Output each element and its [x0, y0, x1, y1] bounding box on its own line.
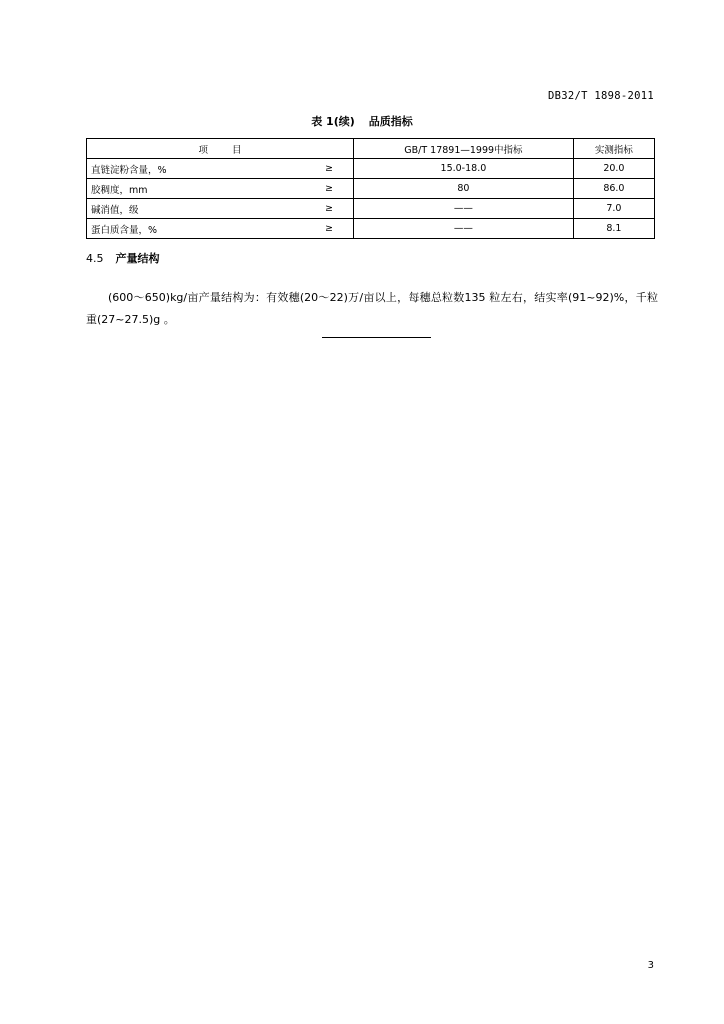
header-item — [87, 139, 354, 159]
table-caption — [0, 113, 724, 129]
table-row — [87, 199, 655, 219]
section-heading — [86, 250, 160, 266]
row-item: 胶稠度，mm — [87, 179, 306, 199]
row-ge-symbol: ≥ — [305, 159, 354, 179]
row-standard: —— — [354, 199, 574, 219]
row-measured: 86.0 — [573, 179, 654, 199]
section-body: (600～650)kg/亩产量结构为：有效穗(20～22)万/亩以上，每穗总粒数135 粒左右，结实率(91~92)%，千粒重(27~27.5)g 。 — [86, 291, 658, 326]
header-item-b: 目 — [232, 144, 242, 156]
row-item: 直链淀粉含量，% — [87, 159, 306, 179]
section-number: 4.5 — [86, 252, 104, 265]
row-standard: 15.0-18.0 — [354, 159, 574, 179]
row-ge-symbol: ≥ — [305, 219, 354, 239]
header-standard: GB/T 17891—1999中指标 — [354, 139, 574, 159]
quality-table — [86, 138, 655, 239]
row-ge-symbol: ≥ — [305, 179, 354, 199]
row-item: 碱消值，级 — [87, 199, 306, 219]
row-standard: —— — [354, 219, 574, 239]
row-measured: 20.0 — [573, 159, 654, 179]
table-caption-title: 品质指标 — [368, 115, 413, 128]
row-measured: 8.1 — [573, 219, 654, 239]
table-row — [87, 159, 655, 179]
table-row — [87, 179, 655, 199]
table-header-row — [87, 139, 655, 159]
row-standard: 80 — [354, 179, 574, 199]
header-item-a: 项 — [198, 144, 208, 156]
page-number: 3 — [647, 960, 654, 971]
header-measured: 实测指标 — [573, 139, 654, 159]
table-caption-prefix: 表 1(续) — [311, 115, 355, 128]
row-ge-symbol: ≥ — [305, 199, 354, 219]
row-item: 蛋白质含量，% — [87, 219, 306, 239]
end-divider — [322, 337, 431, 338]
row-measured: 7.0 — [573, 199, 654, 219]
section-title: 产量结构 — [115, 252, 160, 265]
table-row — [87, 219, 655, 239]
document-code: DB32/T 1898-2011 — [548, 90, 654, 102]
